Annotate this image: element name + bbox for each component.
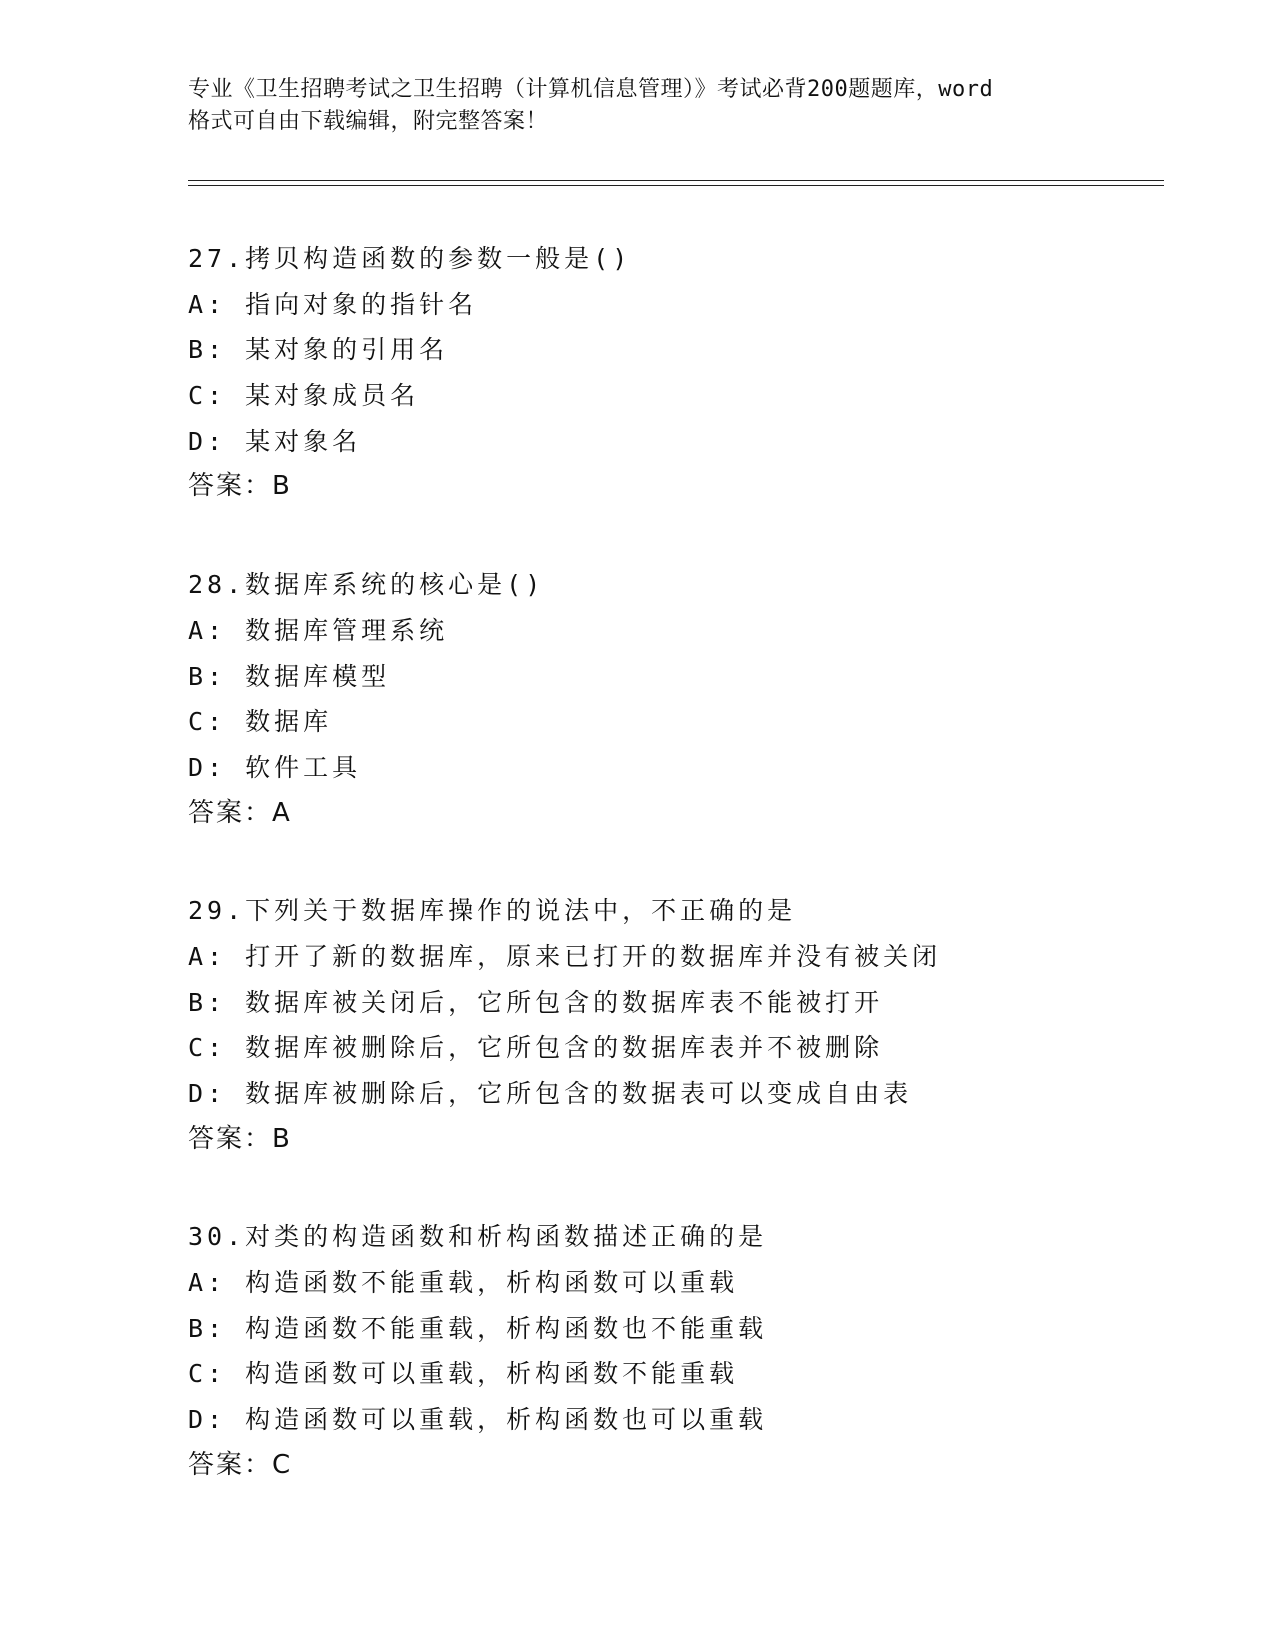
option-b: B: 数据库模型 [188, 661, 391, 691]
option-a: A: 数据库管理系统 [188, 615, 449, 645]
header-line-1: 专业《卫生招聘考试之卫生招聘（计算机信息管理）》考试必背200题题库，word [188, 77, 994, 102]
answer-line: 答案：B [188, 1123, 292, 1154]
option-c: C: 数据库 [188, 707, 333, 737]
question-stem: 30.对类的构造函数和析构函数描述正确的是 [188, 1222, 768, 1252]
answer-line: 答案：C [188, 1449, 293, 1480]
option-d: D: 某对象名 [188, 426, 362, 456]
answer-line: 答案：A [188, 797, 292, 828]
option-b: B: 某对象的引用名 [188, 335, 449, 365]
header-divider-bottom [188, 185, 1164, 186]
option-a: A: 指向对象的指针名 [188, 289, 478, 319]
option-d: D: 软件工具 [188, 752, 362, 782]
answer-line: 答案：B [188, 471, 292, 502]
option-c: C: 某对象成员名 [188, 381, 420, 411]
document-header [188, 74, 1088, 138]
header-line-2: 格式可自由下载编辑，附完整答案！ [188, 109, 549, 134]
question-28 [188, 562, 1148, 836]
option-a: A: 打开了新的数据库，原来已打开的数据库并没有被关闭 [188, 941, 942, 971]
option-d: D: 构造函数可以重载，析构函数也可以重载 [188, 1405, 768, 1435]
option-d: D: 数据库被删除后，它所包含的数据表可以变成自由表 [188, 1079, 913, 1108]
question-stem: 28.数据库系统的核心是() [188, 570, 545, 600]
option-a: A: 构造函数不能重载，析构函数可以重载 [188, 1268, 739, 1298]
option-c: C: 构造函数可以重载，析构函数不能重载 [188, 1359, 739, 1389]
question-29 [188, 888, 1148, 1162]
question-stem: 29.下列关于数据库操作的说法中，不正确的是 [188, 896, 797, 926]
question-stem: 27.拷贝构造函数的参数一般是() [188, 244, 632, 273]
question-30 [188, 1214, 1148, 1488]
option-b: B: 数据库被关闭后，它所包含的数据库表不能被打开 [188, 987, 884, 1017]
option-b: B: 构造函数不能重载，析构函数也不能重载 [188, 1313, 768, 1343]
header-divider-top [188, 180, 1164, 181]
question-27 [188, 236, 1148, 510]
option-c: C: 数据库被删除后，它所包含的数据库表并不被删除 [188, 1033, 884, 1063]
question-list [188, 236, 1148, 1541]
